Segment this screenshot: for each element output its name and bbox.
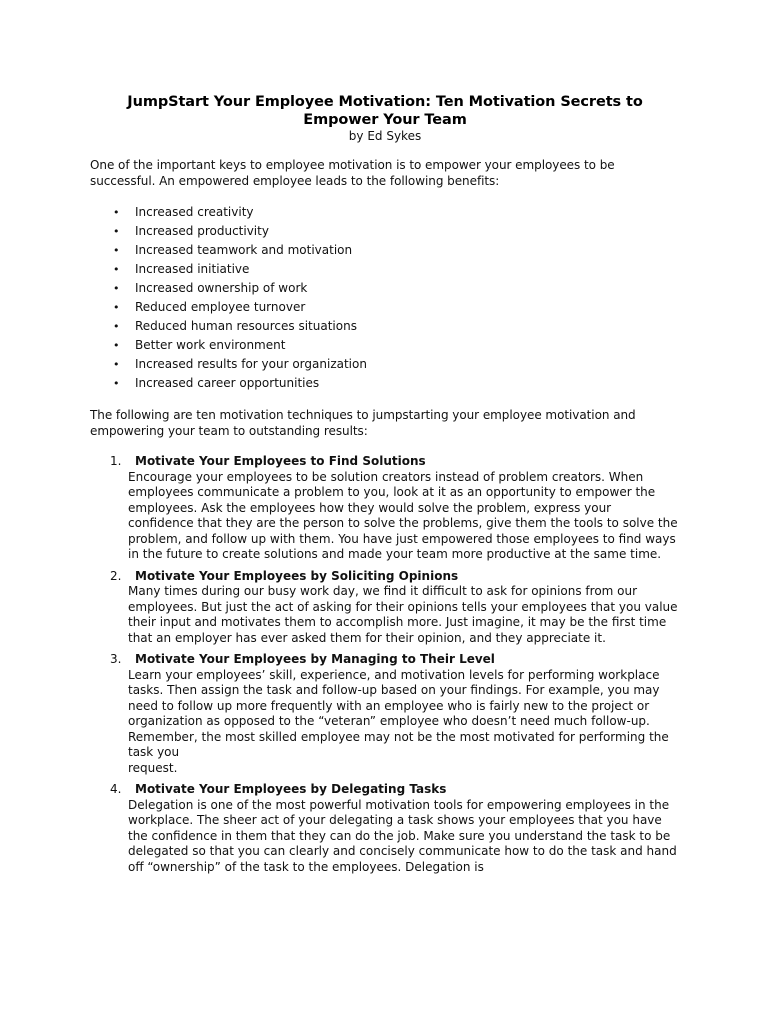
technique-heading: Motivate Your Employees to Find Solutions — [135, 454, 426, 468]
technique-number: 2. — [110, 568, 122, 583]
title-line-2: Empower Your Team — [303, 112, 467, 128]
intro-paragraph: One of the important keys to employee motivation is to empower your employees to be successful. An empowered employee leads to the following benefits: — [90, 158, 615, 188]
technique-number: 4. — [110, 782, 122, 796]
list-item: • Reduced employee turnover — [90, 298, 680, 317]
technique-text-tail: request. — [128, 760, 178, 775]
benefits-list — [90, 203, 680, 393]
list-item: • Increased career opportunities — [90, 374, 680, 393]
technique-item — [90, 454, 680, 563]
technique-heading: Motivate Your Employees by Soliciting Opinions — [135, 568, 459, 583]
bullet-icon: • — [113, 377, 120, 390]
technique-text: Learn your employees’ skill, experience, and motivation levels for performing workplace tasks. Then assign the task and follow-up based on your findings. For example, you may need to follow up more frequently with an employee who is fairly new to the project or organization as opposed to the “veteran” employee who doesn’t need much follow-up. Remember, the most skilled employee may not be the most motivated for performing the task you — [128, 667, 669, 759]
list-item: • Increased teamwork and motivation — [90, 241, 680, 260]
transition-paragraph: The following are ten motivation techniques to jumpstarting your employee motivation and empowering your team to outstanding results: — [90, 408, 636, 438]
technique-text: Delegation is one of the most powerful motivation tools for empowering employees in the workplace. The sheer act of your delegating a task shows your employees that you have the confidence in them that they can do the job. Make sure you understand the task to be delegated so that you can clearly and concisely communicate how to do the task and hand off “ownership” of the task to the employees. Delegation is — [128, 797, 677, 874]
bullet-icon: • — [113, 263, 120, 276]
bullet-icon: • — [113, 358, 120, 371]
list-item: • Increased ownership of work — [90, 279, 680, 298]
technique-number: 3. — [110, 652, 122, 666]
technique-item — [90, 652, 680, 776]
technique-item — [90, 569, 680, 647]
techniques-list — [90, 454, 680, 875]
list-item: • Increased results for your organization — [90, 355, 680, 374]
bullet-icon: • — [113, 320, 120, 333]
technique-text: Encourage your employees to be solution creators instead of problem creators. When employees communicate a problem to you, look at it as an opportunity to empower the employees. Ask the employees how they would solve the problem, express your confidence that they are the person to solve the problems, give them the tools to solve the problem, and follow up with them. You have just empowered those employees to find ways in the future to create solutions and made your team more productive at the same time. — [128, 469, 678, 561]
list-item: • Increased productivity — [90, 222, 680, 241]
list-item: • Better work environment — [90, 336, 680, 355]
list-item: • Increased creativity — [90, 203, 680, 222]
technique-heading: Motivate Your Employees by Delegating Tasks — [135, 782, 447, 796]
technique-item — [90, 782, 680, 875]
technique-heading: Motivate Your Employees by Managing to Their Level — [135, 652, 495, 666]
technique-text: Many times during our busy work day, we find it difficult to ask for opinions from our employees. But just the act of asking for their opinions tells your employees that you value their input and motivates them to accomplish more. Just imagine, it may be the first time that an employer has ever asked them for their opinion, and they appreciate it. — [128, 584, 678, 645]
bullet-icon: • — [113, 301, 120, 314]
technique-number: 1. — [110, 454, 122, 468]
bullet-icon: • — [113, 225, 120, 238]
list-item: • Increased initiative — [90, 260, 680, 279]
document-page — [90, 93, 680, 881]
bullet-icon: • — [113, 206, 120, 219]
document-title — [90, 93, 680, 129]
list-item: • Reduced human resources situations — [90, 317, 680, 336]
bullet-icon: • — [113, 282, 120, 295]
title-line-1: JumpStart Your Employee Motivation: Ten Motivation Secrets to — [127, 94, 643, 110]
byline: by Ed Sykes — [348, 129, 422, 143]
bullet-icon: • — [113, 244, 120, 257]
bullet-icon: • — [113, 339, 120, 352]
